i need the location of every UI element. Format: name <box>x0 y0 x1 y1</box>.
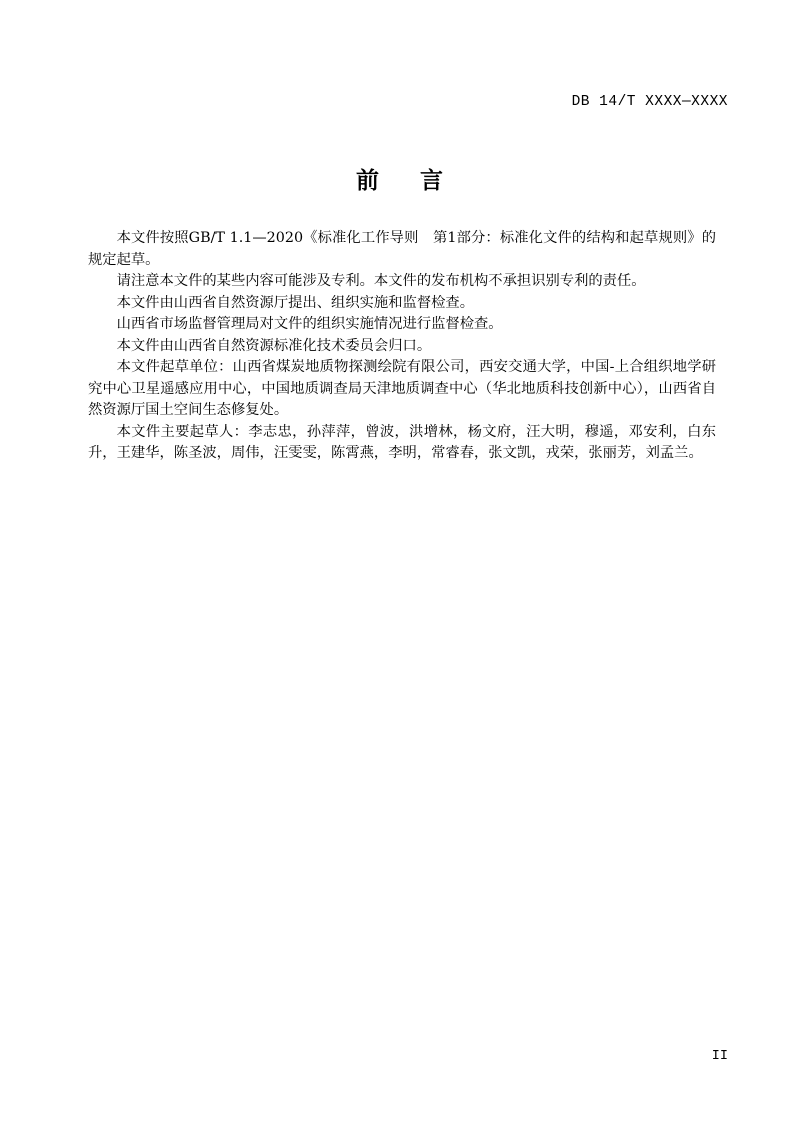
page-header-standard-code: DB 14/T XXXX—XXXX <box>571 94 728 110</box>
foreword-paragraph: 山西省市场监督管理局对文件的组织实施情况进行监督检查。 <box>116 316 503 332</box>
page-title-char-2: 言 <box>420 167 444 194</box>
foreword-paragraph: 本文件由山西省自然资源标准化技术委员会归口。 <box>116 337 432 354</box>
foreword-body <box>88 228 716 465</box>
page-title <box>0 162 800 195</box>
foreword-paragraph: 本文件按照GB/T 1.1—2020《标准化工作导则 第1部分：标准化文件的结构和起草规则》的规定起草。 <box>88 230 716 268</box>
foreword-paragraph: 本文件主要起草人：李志忠，孙萍萍，曾波，洪增林，杨文府，汪大明，穆遥，邓安利，白东升，王建华，陈圣波，周伟，汪雯雯，陈霄燕，李明，常睿春，张文凯，戎荣，张丽芳，刘孟兰。 <box>88 423 716 461</box>
foreword-paragraph: 本文件由山西省自然资源厅提出、组织实施和监督检查。 <box>116 294 475 311</box>
foreword-paragraph: 本文件起草单位：山西省煤炭地质物探测绘院有限公司，西安交通大学，中国-上合组织地学研究中心卫星遥感应用中心，中国地质调查局天津地质调查中心（华北地质科技创新中心），山西省自然资源厅国土空间生态修复处。 <box>88 359 716 418</box>
page-number: II <box>711 1049 728 1064</box>
page-title-char-1: 前 <box>356 167 380 194</box>
foreword-paragraph: 请注意本文件的某些内容可能涉及专利。本文件的发布机构不承担识别专利的责任。 <box>116 273 646 289</box>
